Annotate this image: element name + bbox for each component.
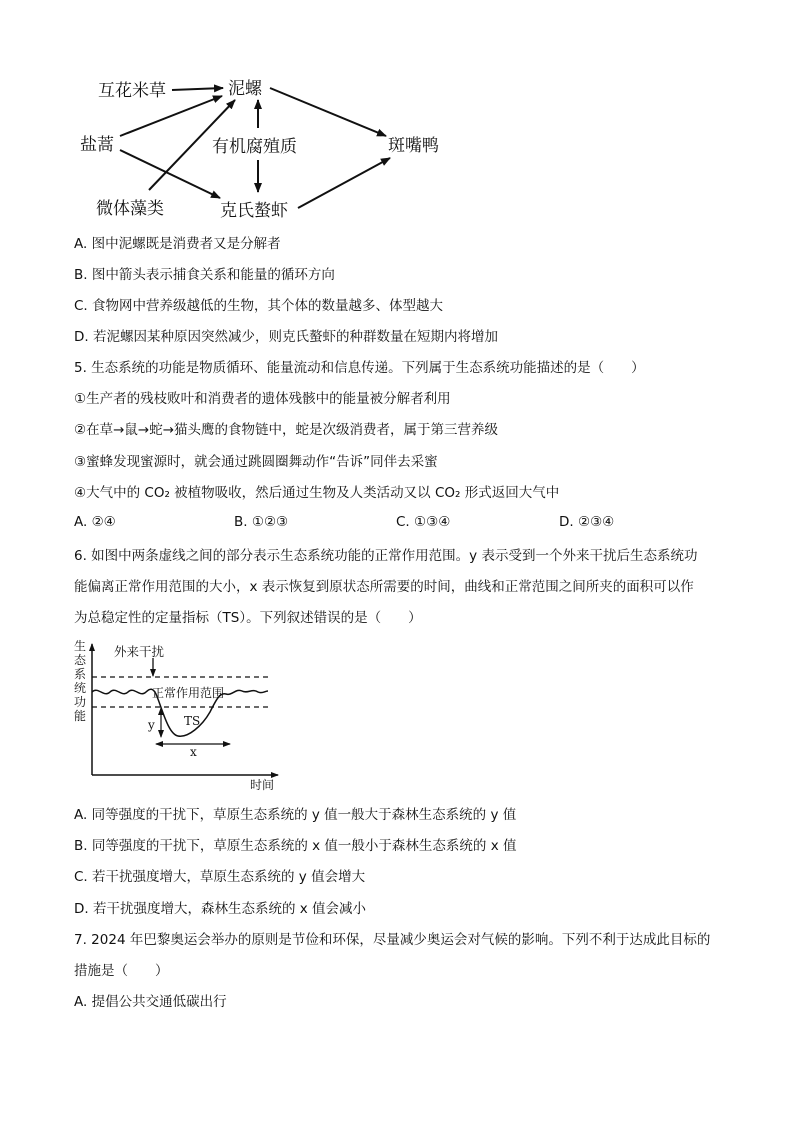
q7-stem-line-1: 7. 2024 年巴黎奥运会举办的原则是节俭和环保，尽量减少奥运会对气候的影响。下列不利于达成此目标的	[74, 932, 711, 948]
q6-option-d: D. 若干扰强度增大，森林生态系统的 x 值会减小	[74, 901, 367, 917]
q6-stem-line-3: 为总稳定性的定量指标（TS）。下列叙述错误的是（ ）	[74, 610, 422, 626]
q4-option-b: B. 图中箭头表示捕食关系和能量的循环方向	[74, 267, 335, 283]
range-label: 正常作用范围	[152, 686, 225, 700]
q5-option-a: A. ②④	[74, 514, 116, 530]
node-banzuiya: 斑嘴鸭	[388, 136, 439, 156]
q6-option-c: C. 若干扰强度增大，草原生态系统的 y 值会增大	[74, 869, 366, 885]
q5-option-c: C. ①③④	[396, 514, 451, 530]
q7-stem-line-2: 措施是（ ）	[74, 963, 169, 979]
q6-stem-line-2: 能偏离正常作用范围的大小，x 表示恢复到原状态所需要的时间，曲线和正常范围之间所夹的面积可以作	[74, 579, 694, 595]
arrow-hulama-niluo	[172, 88, 223, 90]
x-axis-label: 时间	[250, 778, 275, 792]
q4-option-d: D. 若泥螺因某种原因突然减少，则克氏螯虾的种群数量在短期内将增加	[74, 329, 498, 345]
q5-statement-1: ①生产者的残枝败叶和消费者的遗体残骸中的能量被分解者利用	[74, 391, 451, 407]
node-niluo: 泥螺	[228, 79, 262, 99]
q6-option-b: B. 同等强度的干扰下，草原生态系统的 x 值一般小于森林生态系统的 x 值	[74, 838, 517, 854]
q5-statement-4: ④大气中的 CO₂ 被植物吸收，然后通过生物及人类活动又以 CO₂ 形式返回大气中	[74, 485, 560, 501]
node-youji: 有机腐殖质	[212, 137, 297, 157]
q5-stem: 5. 生态系统的功能是物质循环、能量流动和信息传递。下列属于生态系统功能描述的是（ ）	[74, 360, 645, 376]
q5-statement-2: ②在草→鼠→蛇→猫头鹰的食物链中，蛇是次级消费者，属于第三营养级	[74, 422, 499, 438]
q5-options	[74, 514, 734, 534]
y-axis-label: 生 态 系 统 功 能	[74, 639, 87, 723]
arrow-yanhao-keshi	[120, 150, 220, 198]
arrow-niluo-banzuiya	[270, 88, 386, 136]
node-weiti: 微体藻类	[96, 199, 164, 219]
node-hulama: 互花米草	[98, 81, 166, 101]
q4-option-c: C. 食物网中营养级越低的生物，其个体的数量越多、体型越大	[74, 298, 444, 314]
node-keshi: 克氏螯虾	[220, 201, 288, 221]
stability-graph	[60, 636, 290, 796]
q5-option-b: B. ①②③	[234, 514, 289, 530]
q5-option-d: D. ②③④	[559, 514, 615, 530]
q4-option-a: A. 图中泥螺既是消费者又是分解者	[74, 236, 281, 252]
disturbance-label: 外来干扰	[114, 644, 165, 659]
q6-stem-line-1: 6. 如图中两条虚线之间的部分表示生态系统功能的正常作用范围。y 表示受到一个外来干扰后生态系统功	[74, 548, 698, 564]
q7-option-a: A. 提倡公共交通低碳出行	[74, 994, 227, 1010]
y-label: y	[148, 718, 155, 732]
food-web-diagram	[0, 0, 794, 230]
x-label: x	[190, 745, 197, 759]
q6-option-a: A. 同等强度的干扰下，草原生态系统的 y 值一般大于森林生态系统的 y 值	[74, 807, 517, 823]
node-yanhao: 盐蒿	[80, 135, 114, 155]
arrow-keshi-banzuiya	[298, 158, 390, 208]
q5-statement-3: ③蜜蜂发现蜜源时，就会通过跳圆圈舞动作“告诉”同伴去采蜜	[74, 454, 438, 470]
ts-label: TS	[184, 714, 201, 728]
